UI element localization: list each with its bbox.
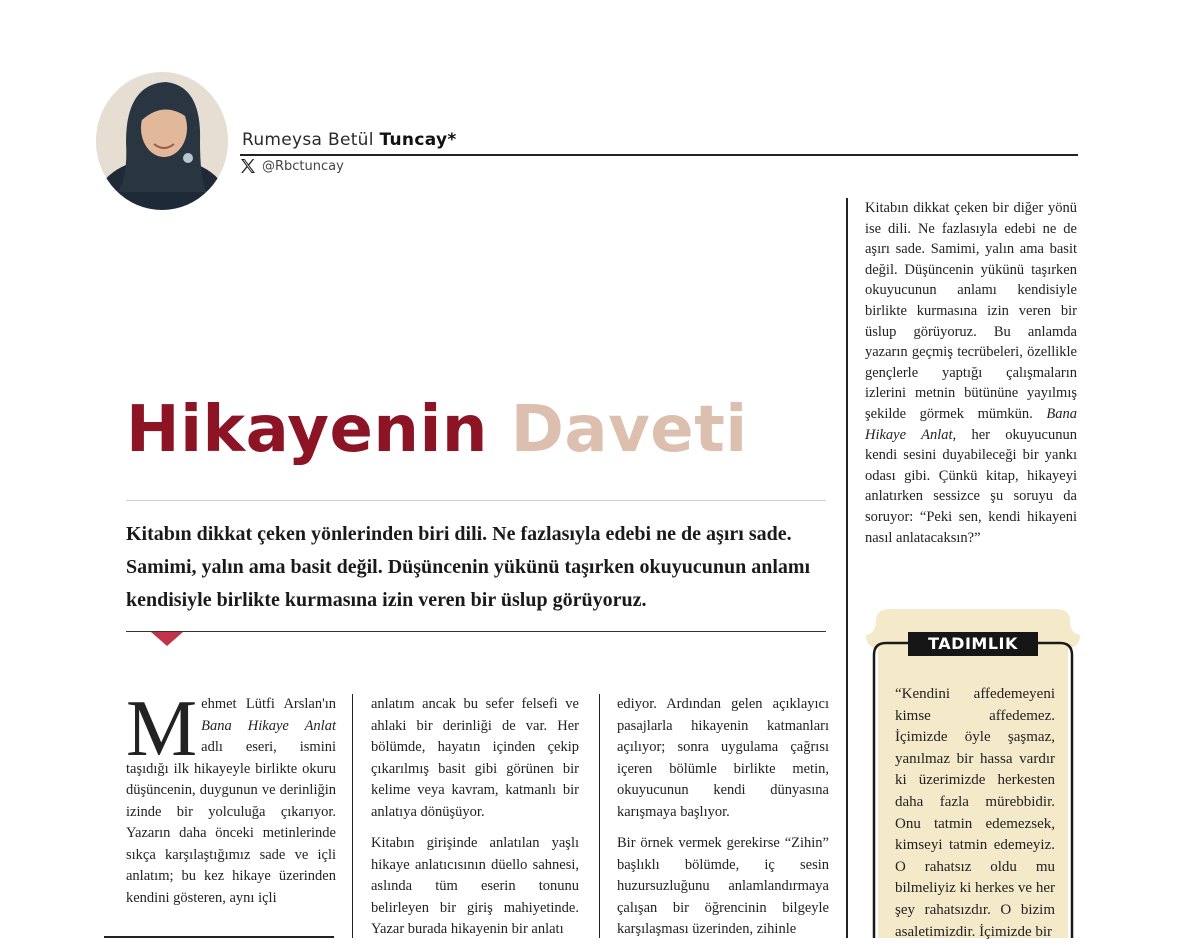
author-first-names: Rumeysa Betül [242, 130, 374, 150]
author-asterisk: * [447, 130, 457, 150]
sidebar-text [865, 198, 1077, 548]
section-marker [151, 632, 183, 646]
author-last-name: Tuncay [379, 130, 448, 150]
column-divider-1 [352, 694, 353, 938]
author-handle-row[interactable] [240, 158, 344, 174]
author-handle[interactable]: @Rbctuncay [262, 158, 344, 174]
author-divider [240, 154, 1078, 156]
sidebar-book-title: Bana Hikaye Anlat [865, 405, 1077, 443]
sidebar-text-start: Kitabın dikkat çeken bir diğer yönü ise dili. Ne fazlasıyla edebi ne de aşırı sade. Samimi, yalın ama basit değil. Düşüncenin yükünü taşırken okuyucunun anlamı kendisiyle birlikte kurmasına izin veren bir üslup görüyoruz. Bu anlamda yazarın geçmiş tecrübeleri, özellikle gençlerle yaptığı çalışmaların izlerini metnin bütününe yayılmış şekilde görmek mümkün. [865, 200, 1077, 422]
title-part-1: Hikayenin [126, 393, 488, 467]
col3-paragraph-1: ediyor. Ardından gelen açıklayıcı pasajlarla hikayenin katmanları açılıyor; sonra uygulama çağrısı içeren bölümle birlikte metin, okuyucunun kendi dünyasına karışmaya başlıyor. [617, 696, 829, 820]
article-title [126, 393, 748, 467]
tadimlik-quote: “Kendini affedemeyeni kimse affedemez. İçimizde öyle şaşmaz, yanılmaz bir hassa vardır ki üzerimizde herkesten daha fazla mürebbidir. Onu tatmin edemezsek, kimseyi tatmin edemeyiz. O rahatsız oldu mu bilmeliyiz ki herkes ve her şey rahatsızdır. O bizim asaletimizdir. İçimizde bir [895, 686, 1055, 940]
body-column-2 [371, 694, 579, 951]
book-title-italic: Bana Hikaye Anlat [201, 717, 336, 734]
column-divider-2 [599, 694, 600, 938]
col2-paragraph-1: anlatım ancak bu sefer felsefi ve ahlaki bir derinliği de var. Her bölümde, hayatın içinden çekip çıkarılmış basit gibi görünen bir kelime veya kavram, katmanlı bir anlatıya dönüşüyor. [371, 696, 579, 820]
title-part-2: Daveti [510, 393, 748, 467]
lead-divider [126, 631, 826, 632]
sidebar-divider [846, 198, 848, 938]
col1-text-rest: adlı eseri, ismini taşıdığı ilk hikayeyle birlikte okuru düşüncenin, duygunun ve derinliğin izinde bir yolculuğa çıkarıyor. Yazarın daha önceki metinlerinde sıkça karşılaştığımız sade ve içli anlatım; bu kez hikaye üzerinden kendini gösteren, aynı içli [126, 739, 336, 906]
drop-cap: M [126, 685, 198, 773]
author-name [242, 130, 457, 150]
article-lead: Kitabın dikkat çeken yönlerinden biri dili. Ne fazlasıyla edebi ne de aşırı sade. Samimi, yalın ama basit değil. Düşüncenin yükünü taşırken okuyucunun anlamı kendisiyle birlikte kurmasına izin veren bir üslup görüyoruz. [126, 523, 811, 611]
col2-paragraph-2: Kitabın girişinde anlatılan yaşlı hikaye anlatıcısının düello sahnesi, aslında tüm eserin tonunu belirleyen bir giriş mahiyetinde. Yazar burada hikayenin bir anlatı [371, 835, 579, 937]
x-logo-icon [240, 158, 256, 174]
sidebar-text-end: , her okuyucunun kendi sesini duyabileceği bir yankı odası gibi. Çünkü kitap, hikayeyi anlatırken sessizce şu soruyu da soruyor: “Peki sen, kendi hikayeni nasıl anlatacaksın?” [865, 426, 1077, 546]
tadimlik-label: TADIMLIK [908, 632, 1038, 656]
col3-paragraph-2: Bir örnek vermek gerekirse “Zihin” başlıklı bölümde, iç sesin huzursuzluğunu anlamlandırmaya çalışan bir öğrencinin bilgeyle karşılaşması üzerinden, zihinle [617, 835, 829, 937]
col1-text-start: ehmet Lütfi Arslan'ın [201, 696, 336, 712]
title-divider [126, 500, 826, 501]
body-column-1 [126, 685, 336, 919]
body-column-3 [617, 694, 829, 951]
author-avatar [96, 72, 228, 210]
